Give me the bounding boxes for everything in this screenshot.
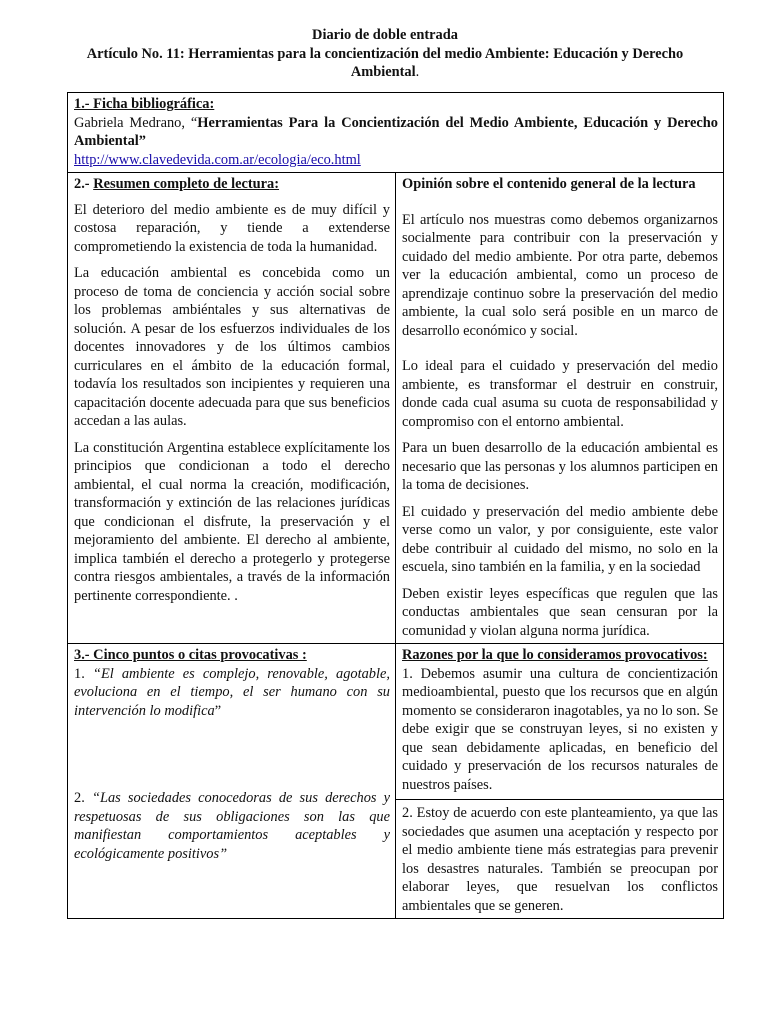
article-title-line-1: Artículo No. 11: Herramientas para la concientización del medio Ambiente: Educación y Derecho [86,45,684,62]
opinion-paragraph: El artículo nos muestras como debemos organizarnos socialmente para contribuir con la preservación y cuidado del medio ambiente. Por otra parte, debemos ver la educación ambiental, como un proceso de aprendizaje continuo sobre la preservación del medio ambiente, la cual solo será posible en un marco de desarrollo económico y social. [402,211,718,339]
reason-paragraph: 1. Debemos asumir una cultura de concientización medioambiental, puesto que los recursos que en algún momento se consideraron inagotables, ya no lo son. Se debe exigir que se construyan leyes, si no existen y que sean debidamente aplicadas, en beneficio del cuidado y preservación de los recursos naturales de nuestros países. [402,665,718,793]
opinion-heading: Opinión sobre el contenido general de la lectura [402,176,696,192]
double-entry-table [67,92,724,919]
summary-paragraph: La constitución Argentina establece explícitamente los principios que condicionan a todo el derecho ambiental, el cual norma la creación, modificación, transformación y extinción de las relaciones jurídicas que condicionan el disfrute, la preservación y el mejoramiento del ambiente. El derecho al ambiente, implica también el derecho a protegerlo y protegerse contra riesgos ambientales, a través de la información pertinente correspondiente. . [74,439,390,604]
document-title: Diario de doble entrada [312,27,458,43]
opinion-paragraph: El cuidado y preservación del medio ambiente debe verse como un valor, y por consiguiente, este valor debe contribuir al cuidado del mismo, no solo en la escuela, sino también en la familia, y en la sociedad [402,503,718,575]
bibliography-author: Gabriela Medrano, “ [74,114,198,131]
quote-number: 2. [74,790,92,806]
quote-text: Las sociedades conocedoras de sus derechos y respetuosas de sus obligaciones son las que manifiestan comportamientos aceptables y ecológicamente positivos [74,790,391,862]
quote-text: El ambiente es complejo, renovable, agotable, evoluciona en el tiempo, el ser humano con su intervención lo modifica [74,665,390,719]
quotes-reasons-row [68,644,724,919]
bibliography-row [68,93,724,173]
reasons-cell [396,644,724,919]
summary-opinion-row [68,173,724,644]
quote-number: 1. [74,665,93,682]
article-title-period: . [415,64,420,80]
reason-block-1 [396,644,723,797]
quotes-heading: 3.- Cinco puntos o citas provocativas : [74,647,307,663]
quote-close-mark: ” [214,702,222,719]
opinion-paragraph: Deben existir leyes específicas que regulen que las conductas ambientales que sean censuran por la comunidad y violan alguna norma jurídica. [402,585,718,639]
reason-paragraph: 2. Estoy de acuerdo con este planteamiento, ya que las sociedades que asumen una aceptación y respecto por el medio ambiente tiene más estrategias para prevenir los desastres naturales. También se preocupan por elaborar leyes, que resuelvan los conflictos ambientales que se generen. [402,805,718,914]
bibliography-url-link[interactable]: http://www.clavedevida.com.ar/ecologia/eco.html [74,151,361,168]
summary-heading-number: 2.- [74,176,94,192]
summary-paragraph: La educación ambiental es concebida como un proceso de toma de conciencia y acción social sobre los problemas ambiéntales y sus alternativas de solución. A pesar de los esfuerzos individuales de los docentes innovadores y de los últimos cambios curriculares en el ámbito de la educación formal, todavía los resultados son incipientes y requieren una capacitación docente adecuada para que sus beneficios accedan a las aulas. [74,265,390,429]
article-title-line-2-text: Ambiental [350,64,416,80]
reason-block-2 [396,799,723,918]
opinion-paragraph: Para un buen desarrollo de la educación ambiental es necesario que las personas y los alumnos participen en la toma de decisiones. [402,440,718,493]
opinion-cell [396,173,724,644]
quote-open-mark: “ [92,665,101,682]
bibliography-heading: 1.- Ficha bibliográfica: [74,96,215,112]
summary-heading [74,175,390,194]
quotes-cell [68,644,396,919]
reasons-heading: Razones por la que lo consideramos provocativos: [402,647,708,663]
summary-paragraph: El deterioro del medio ambiente es de muy difícil y costosa reparación, y tiende a extenderse comprometiendo la existencia de toda la humanidad. [74,201,390,255]
bibliography-article-title: Herramientas Para la Concientización del Medio Ambiente, Educación y Derecho Ambiental” [74,114,718,149]
summary-heading-text: Resumen completo de lectura: [93,176,280,192]
opinion-paragraph: Lo ideal para el cuidado y preservación del medio ambiente, es transformar el destruir en construir, donde cada cual asuma su cuota de responsabilidad y compromiso con el entorno ambiental. [402,358,718,430]
article-title-line-2 [60,63,710,82]
bibliography-reference [74,114,718,151]
quote-item [74,789,390,863]
quote-open-mark: “ [91,790,100,806]
quote-close-mark: ” [219,845,228,862]
summary-cell [68,173,396,644]
document-header [60,26,710,82]
quote-item [74,665,390,721]
bibliography-cell [68,93,724,173]
